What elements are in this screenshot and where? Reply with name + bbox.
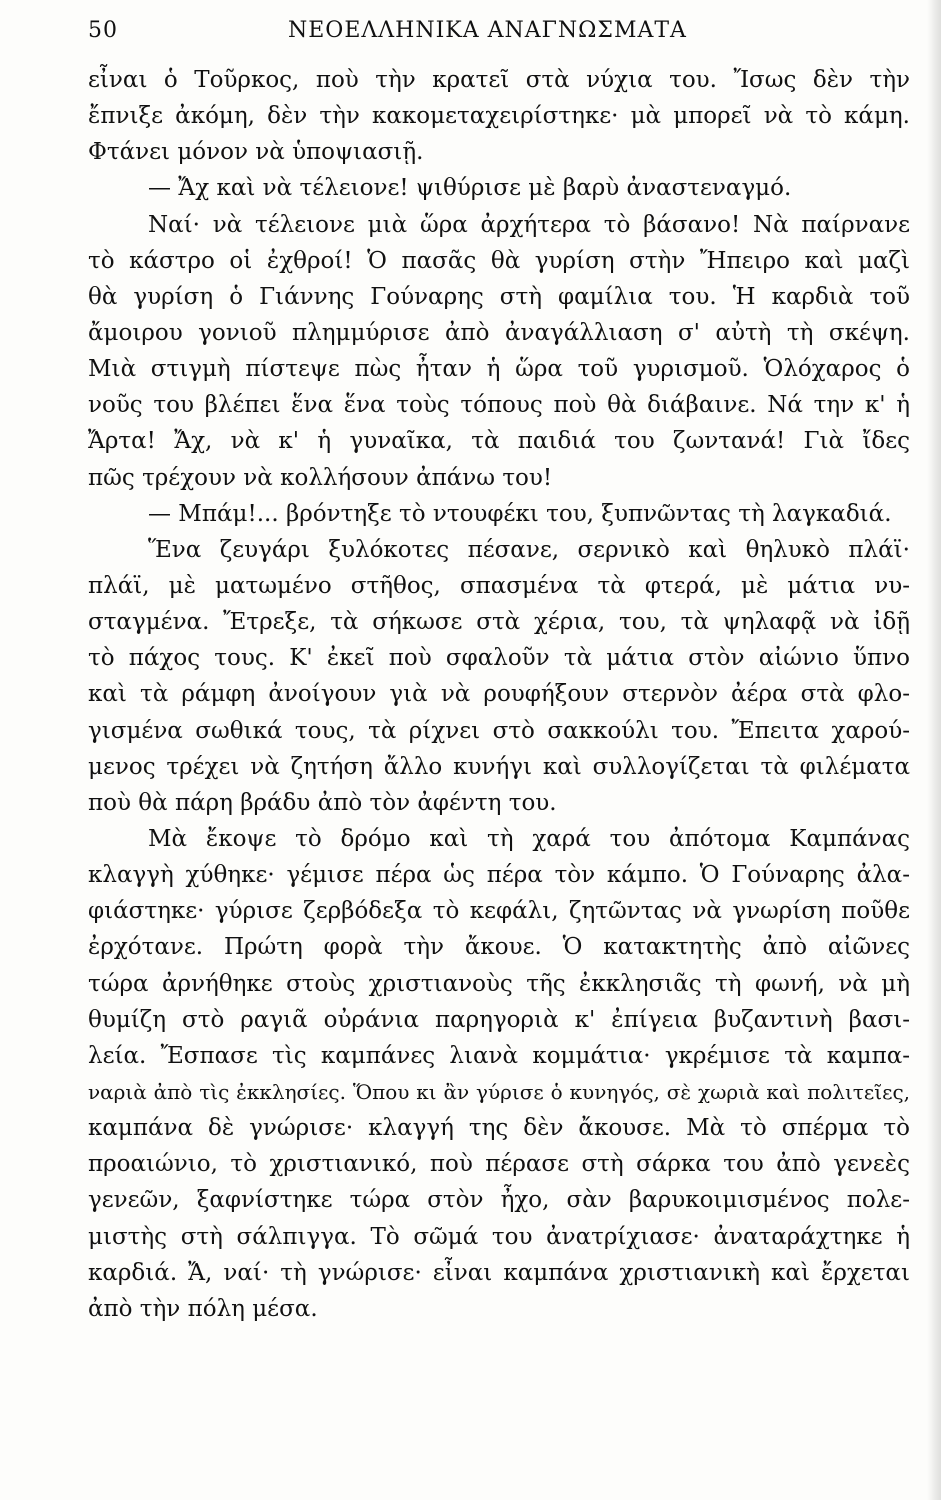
text-line: θὰ γυρίση ὁ Γιάννης Γούναρης στὴ φαμίλια του. Ἡ καρδιὰ τοῦ bbox=[88, 283, 910, 310]
text-line: καὶ τὰ ράμφη ἀνοίγουν γιὰ νὰ ρουφήξουν στερνὸν ἀέρα στὰ φλο- bbox=[88, 681, 910, 708]
page-number: 50 bbox=[88, 18, 118, 43]
text-line: τώρα ἀρνήθηκε στοὺς χριστιανοὺς τῆς ἐκκλησιᾶς τὴ φωνή, νὰ μὴ bbox=[88, 970, 910, 997]
text-line: κλαγγὴ χύθηκε· γέμισε πέρα ὡς πέρα τὸν κάμπο. Ὁ Γούναρης ἀλα- bbox=[88, 862, 910, 889]
text-line: μενος τρέχει νὰ ζητήση ἄλλο κυνήγι καὶ συλλογίζεται τὰ φιλέματα bbox=[88, 753, 910, 780]
text-line: γισμένα σωθικά τους, τὰ ρίχνει στὸ σακκούλι του. Ἔπειτα χαρού- bbox=[88, 717, 910, 744]
text-line: ἀπὸ τὴν πόλη μέσα. bbox=[88, 1295, 318, 1322]
text-line: μιστὴς στὴ σάλπιγγα. Τὸ σῶμά του ἀνατρίχιασε· ἀναταράχτηκε ἡ bbox=[88, 1223, 910, 1250]
text-line: ἔπνιξε ἀκόμη, δὲν τὴν κακομεταχειρίστηκε· μὰ μπορεῖ νὰ τὸ κάμη. bbox=[88, 103, 910, 130]
text-line: φιάστηκε· γύρισε ζερβόδεξα τὸ κεφάλι, ζητῶντας νὰ γνωρίση ποῦθε bbox=[88, 898, 910, 925]
text-line: καρδιά. Ἄ, ναί· τὴ γνώρισε· εἶναι καμπάνα χριστιανικὴ καὶ ἔρχεται bbox=[88, 1259, 910, 1286]
text-line: νοῦς του βλέπει ἕνα ἕνα τοὺς τόπους ποὺ θὰ διάβαινε. Νά την κ' ἡ bbox=[88, 392, 910, 419]
text-line: τὸ κάστρο οἱ ἐχθροί! Ὁ πασᾶς θὰ γυρίση στὴν Ἤπειρο καὶ μαζὶ bbox=[88, 247, 910, 274]
text-line: ποὺ θὰ πάρη βράδυ ἀπὸ τὸν ἀφέντη του. bbox=[88, 789, 557, 816]
text-line: εἶναι ὁ Τοῦρκος, ποὺ τὴν κρατεῖ στὰ νύχια του. Ἴσως δὲν τὴν bbox=[88, 67, 910, 93]
text-line: προαιώνιο, τὸ χριστιανικό, ποὺ πέρασε στὴ σάρκα του ἀπὸ γενεὲς bbox=[88, 1151, 910, 1178]
page-header bbox=[88, 18, 908, 50]
body-text bbox=[88, 62, 910, 1327]
text-line: Μιὰ στιγμὴ πίστεψε πὼς ἦταν ἡ ὥρα τοῦ γυρισμοῦ. Ὁλόχαρος ὁ bbox=[88, 356, 910, 383]
text-line: ἐρχότανε. Πρώτη φορὰ τὴν ἄκουε. Ὁ κατακτητὴς ἀπὸ αἰῶνες bbox=[88, 934, 910, 961]
text-line: θυμίζη στὸ ραγιᾶ οὐράνια παρηγοριὰ κ' ἐπίγεια βυζαντινὴ βασι- bbox=[88, 1006, 910, 1033]
text-line: Μὰ ἔκοψε τὸ δρόμο καὶ τὴ χαρά του ἀπότομα Καμπάνας bbox=[148, 825, 910, 852]
text-line: Ναί· νὰ τέλειονε μιὰ ὥρα ἀρχήτερα τὸ βάσανο! Νὰ παίρνανε bbox=[148, 211, 910, 238]
text-line: καμπάνα δὲ γνώρισε· κλαγγή της δὲν ἄκουσε. Μὰ τὸ σπέρμα τὸ bbox=[88, 1115, 910, 1142]
page-edge-shadow bbox=[927, 0, 941, 1500]
text-line: σταγμένα. Ἔτρεξε, τὰ σήκωσε στὰ χέρια, του, τὰ ψηλαφᾷ νὰ ἰδῇ bbox=[88, 609, 910, 636]
text-line: ναριὰ ἀπὸ τὶς ἐκκλησίες. Ὅπου κι ἂν γύρισε ὁ κυνηγός, σὲ χωριὰ καὶ πολιτεῖες, bbox=[88, 1079, 910, 1104]
text-line: Φτάνει μόνον νὰ ὑποψιασιῇ. bbox=[88, 139, 424, 166]
running-head: ΝΕΟΕΛΛΗΝΙΚΑ ΑΝΑΓΝΩΣΜΑΤΑ bbox=[288, 18, 687, 43]
text-line: τὸ πάχος τους. Κ' ἐκεῖ ποὺ σφαλοῦν τὰ μάτια στὸν αἰώνιο ὕπνο bbox=[88, 645, 910, 672]
text-line: ἄμοιρου γονιοῦ πλημμύρισε ἀπὸ ἀναγάλλιαση σ' αὐτὴ τὴ σκέψη. bbox=[88, 319, 910, 346]
text-line: πῶς τρέχουν νὰ κολλήσουν ἀπάνω του! bbox=[88, 464, 553, 491]
text-line: γενεῶν, ξαφνίστηκε τώρα στὸν ἦχο, σὰν βαρυκοιμισμένος πολε- bbox=[88, 1187, 910, 1214]
text-line: Ἕνα ζευγάρι ξυλόκοτες πέσανε, σερνικὸ καὶ θηλυκὸ πλάϊ· bbox=[148, 536, 910, 563]
text-line: πλάϊ, μὲ ματωμένο στῆθος, σπασμένα τὰ φτερά, μὲ μάτια νυ- bbox=[88, 572, 910, 599]
text-line: — Ἄχ καὶ νὰ τέλειονε! ψιθύρισε μὲ βαρὺ ἀναστεναγμό. bbox=[148, 175, 792, 202]
text-line: Ἄρτα! Ἄχ, νὰ κ' ἡ γυναῖκα, τὰ παιδιά του ζωντανά! Γιὰ ἴδες bbox=[88, 428, 910, 455]
text-line: λεία. Ἔσπασε τὶς καμπάνες λιανὰ κομμάτια· γκρέμισε τὰ καμπα- bbox=[88, 1042, 910, 1069]
text-line: — Μπάμ!... βρόντηξε τὸ ντουφέκι του, ξυπνῶντας τὴ λαγκαδιά. bbox=[148, 500, 892, 527]
